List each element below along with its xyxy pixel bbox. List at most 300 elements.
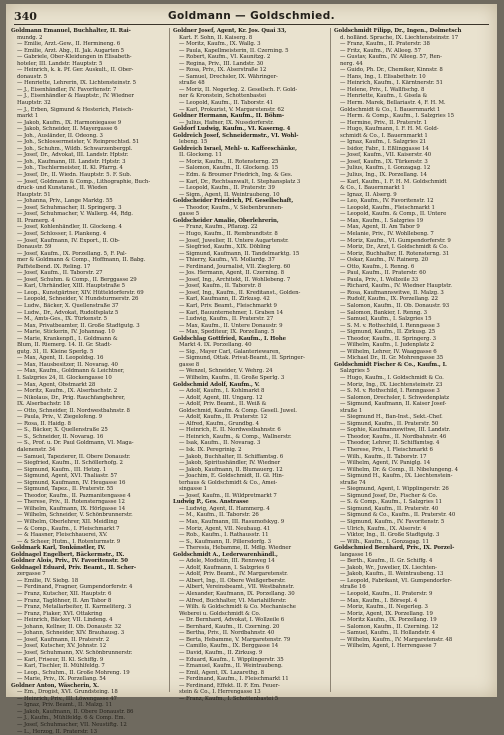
directory-entry: donaustr. 5 [17,73,48,80]
directory-entry: — Josef, Schuhm. & Comp., II. Berggasse 29 [17,276,137,283]
directory-entry: — Siegmund, Agent, I. Wipplingerstr. 26 [340,486,449,493]
directory-entry: — L., Herzog, II. Praterstr. 13 [17,728,97,735]
directory-entry: — David, Kaufm., II. Zirkusg. 9 [179,649,263,656]
directory-entry: — Herm. Marek, Bellariastr. 4, F. H. M. [340,100,446,107]
directory-entry: — Rosa, Kaufmannswitwe, II. Malzg. 3 [340,289,444,296]
directory-entry: — Ludw., Bäcker, X. Quellenstraße 37 [17,302,119,309]
directory-entry: — Alfred, Kaufm., Grundbg. 4 [179,420,259,427]
directory-entry-head: Goldner Josef, Agent, Kr. Jos. Quai 33, [173,28,287,34]
directory-entry: II. Pramerg. 4 [17,217,55,224]
directory-entry: — Adolf, Kaufm., II. Praterstr. 12 [179,414,268,421]
directory-entry: — Ludwig, Kaufm., II. Praterstr. 27 [179,316,274,323]
directory-entry: — Josef, Goldmann & Comp., Lithographie, Buch- [17,178,151,185]
directory-entry: — Johanna, Priv., Lange Marktg. 55 [17,198,113,205]
directory-entry: — Samuel, Kaufm., II. Hollandstr. 4 [340,630,436,637]
directory-entry: nerg. 44 [340,60,363,67]
directory-entry: gutg. 31, II. Kleine Sperlg. 5 [17,348,94,355]
directory-entry: — Jakob, Wr., Juwelier, IX. Liechten- [340,564,437,571]
directory-entry: — Leopold, Kaufm. & Comp., II. Untere [340,211,447,218]
directory-entry: — Sigmund, Kaufmann, II. Kaiser Josef- [340,401,447,408]
directory-entry: — Josef, Dr., Advokat, III. Landstr. Hptstr. [17,152,129,159]
directory-entry: — Otto, Kaufm., I. Renng. 6 [340,263,415,270]
directory-entry: — Josef, Schuhmann, XV. Schönbrunnerstr. [17,649,133,656]
directory-entry: — Josef, Kaufmann, IV. Export., II. Ob- [17,237,120,244]
directory-column-3 [334,28,492,692]
directory-entry: — Therese, Priv., II. Rotensterngasse 12 [17,499,125,506]
directory-entry: IX. Alserbachstr. 18 [17,401,70,408]
directory-entry: — Ferdinand, Kaufm., I. Fleischmarkt 11 [179,676,289,683]
directory-entry: — Sigmund, Tapez., II. Praterstr. 55 [17,486,114,493]
directory-entry: — Franz, Fiaker, XVI. Ottakring [17,610,103,617]
directory-entry: gasse 8 [179,361,200,368]
directory-page [6,4,497,735]
directory-entry: — Moriz, Kaufm., II. Rotensterng. 25 [179,158,279,165]
directory-entry: — Sigmund, Kaufm., II. Praterstr. 50 [340,420,439,427]
directory-entry: — S. & Comp., Kaufm., I. Salzgries 11 [340,499,443,506]
directory-entry: — Salomon, Kaufm., II. Ob. Donaustr. 93 [340,302,450,309]
directory-entry: — Em., Drogist, XVI. Grundsteing. 18 [17,689,118,696]
directory-entry: & Co., I. Bauernmarkt 1 [340,185,405,192]
directory-entry: — Josef, Kaufm., II. Wildpretmarkt 7 [179,492,277,499]
directory-entry: — Josef, Dr., II. Wiedn. Hauptstr. 5. F. Sub. [17,172,132,179]
directory-entry: — Max, Kaufmann, III. Rasumofskyg. 9 [179,519,285,526]
directory-entry: — Wilhelm, Kaufm., I. Judenplatz 2 [340,342,435,349]
directory-entry: — Adele, Modistin, III. Rennweg 14 [179,558,275,565]
directory-entry: — Josef, Kaufm., II. Taborstr. 27 [17,270,103,277]
directory-entry: — Melanie, Priv., IV. Wohllebeng. 7 [340,230,434,237]
directory-entry: — Theodor, Lehrer, II. Schiffamtsg. 4 [340,440,440,447]
directory-entry-head: Goldnagel Eduard, Priv. Beamt., II. Scher- [11,564,137,571]
directory-entry: terhaus & Goldschmidt & Co., Amei- [179,479,278,486]
directory-entry: — Otto, Schneider, II. Nordwestbahnstr. 8 [17,407,130,414]
directory-entry-head: Goldmark Karl, Tonkünstler, IV. [11,545,106,552]
directory-entry-head: Goldschmid Adolf, Kaufm., V. [173,381,260,388]
directory-entry: — Leopold, Kaufm., II. Praterstr. 39 [179,185,275,192]
directory-entry: — Josef, Ing., Architekt, II. Wohllebeng. 7 [179,276,291,283]
directory-entry: — Ulrich, Kaufm., IX. Alserstr. 4 [340,525,427,532]
directory-entry-head: Goldnagel Engelbert, Bäckermstr., IX. [11,551,125,558]
directory-entry: — Wilhelm, Kaufm., II. Große Sperlg. 3 [179,374,285,381]
directory-entry: straße 16 [340,584,366,591]
directory-entry: — Moriz, II. Negerleg. 2. Gesellsch. F. Gold- [179,86,298,93]
directory-entry: langasse 16 [340,551,372,558]
directory-entry: — Josef, Kaufm., VII. Kaiserstr. 40 [340,152,432,159]
directory-entry: — Theodor, Kaufm., II. Springerg. 3 [340,335,437,342]
directory-entry: — Sigmund Josef, Dr., Fischer & Co. [340,492,438,499]
directory-entry: — Karl, Bauunternehmer, I. Graben 14 [179,309,283,316]
directory-entry-head: Ludwig P., Ges. Anstrasse [173,499,249,506]
directory-entry: — Bernhard, Kaufm., II. Czerning. 20 [179,623,280,630]
directory-entry: — Rob., Kaufm., I. Rathausstr. 11 [179,532,269,539]
directory-entry-head: Goldreich Israel, Mehl- u. Kaffeeschänke, [173,145,297,152]
directory-entry: — M., Amts-Ges., IX. Türkenstr. 5 [17,316,108,323]
directory-entry: — Oskar, Kaufm., IV. Rainerg. 20 [340,257,429,264]
directory-entry: — Josef, Kutscher, XV. Johnstr. 12 [17,643,107,650]
directory-entry: — Sigmund, Kaufm., II. Zirkusg. 25 [340,329,436,336]
directory-entry: — Wilhelm, Dr. & Comp., II. Nibelungeng. 4 [340,466,458,473]
directory-entry: — Jakob, Kaufm., IX. Harmoniegasse 9 [17,119,122,126]
directory-entry: — Sigmund, Agent, XVI. Thaliastr. 57 [17,473,118,480]
directory-entry: — Adolf, Agent, III. Ungarg. 12 [179,394,263,401]
directory-entry: dalenenstr. 34 [17,447,56,453]
directory-entry: — & Comp., Kaufm., I. Fleischmarkt 7 [17,525,120,532]
directory-entry: Hauptstr. 32 [17,100,51,107]
directory-entry: Hauptstr. 51 [17,191,51,198]
directory-entry: — Max, Agent, II. Am Tabor 9 [340,224,420,231]
directory-entry: — Albert, Vereinsbeamt., VII. Westbahnstr. [179,584,295,591]
directory-entry: — Karl, Kaufmann, II. Zirkusg. 42 [179,296,270,303]
directory-entry: — Moritz, Kaufm., IX. Alserbachstr. 2 [17,388,118,395]
directory-entry-head: Goldschmied Bernhard, Priv., IX. Porzel- [334,545,455,552]
directory-entry: Goldschmid, Kaufm. & Comp. Gesell. Juwel. [179,407,297,414]
directory-entry: — J., Erben, Sigmund & Hesterich, Fleisch- [17,106,134,113]
directory-entry: lebeng. 15 [179,139,208,146]
directory-entry: — Ludw., Dr., Advokat, Rudolfsplatz 5 [17,309,119,316]
directory-entry: schmidt & Co., I. Bauernmarkt 1 [340,132,428,139]
directory-entry: — Josef, Schuhmacher, V. Wallerg. 44, Rdg. [17,211,133,218]
directory-entry: — Sigmund, Kaufm., III. Hetzg. 1 [17,466,107,473]
directory-entry: — Hans, Ing., I. Elisabethstr. 10 [340,73,426,80]
directory-entry: — Hugo, Kaufm., II. Rembrandtstr. 8 [179,230,278,237]
directory-entry: straße 1 [340,407,363,414]
directory-entry: — Josef, Kaufmann, II. Praterstr. 2 [17,636,110,643]
directory-entry: — Emilie, Arzt. Abg., II. Jak. Augarten 5 [17,47,125,54]
directory-entry: — Samuel, Drechsler, IX. Währinger- [179,73,278,80]
directory-entry: — Emanuel, Kaufm., II. Weintraubeng. [179,663,283,670]
directory-entry: singasse 1 [179,486,207,493]
directory-entry: — Joh., Tischlermeister, II. Kl. Pfarrg. 4 [17,165,123,172]
directory-entry: Salzgries 5 [340,368,370,375]
directory-entry: — Wilhelm, Agent, I. Herrengasse 7 [340,643,437,650]
directory-entry: — S. M. v. Rothschild, I. Renngasse 3 [340,388,440,395]
directory-entry: — Franz, Metallarbeiter, II. Karmeliterg. 3 [17,604,132,611]
directory-entry: — Theodor, Kaufm., II. Nordbahnstr. 46 [340,433,447,440]
directory-entry: druck- und Kunstanst., II. Wieden [17,185,108,192]
directory-entry: — Max, Kaufm., I. Börsepl. 4 [340,597,418,604]
directory-entry: — Rosa, II. Haidg. 8 [17,420,71,427]
directory-entry: — Siegfried, Kaufm., II. Schöllerhofg. 2 [17,460,123,467]
directory-entry: — Hugo, Kaufmann, I. F. H. M. Gold- [340,126,439,133]
directory-entry: — Ignaz, Kaufm., I. Salzgries 21 [340,139,427,146]
directory-entry: Kart. F. Sohn, II. Kaiserg. 8 [179,34,253,41]
directory-entry: — S., Bäcker, X. Quellenstraße 25 [17,427,108,434]
directory-entry: II. Glockeng. 11 [179,152,222,159]
directory-entry: — Moritz Kaufm., IX. Porzellang. 19 [340,617,437,624]
directory-entry: — Ignaz, II. Alserg. 9 [340,191,397,198]
directory-entry: Goldschmidt & Co., I. Bauernmarkt 1 [340,106,441,113]
directory-entry: — Heinrich, Priv., III. Löwengasse 47 [17,695,117,702]
directory-entry: — Wilh., Kaufm., I. Gonzagag. 11 [340,538,430,545]
directory-entry: — Heinrich, k. k. Pf. Ger. Auskult., II. Ober- [17,67,134,74]
directory-entry: — Samuel, Tapezierer, II. Obere Donaustr. [17,453,131,460]
directory-entry: — Karl, Kaufm., I. F. H. M. Goldschmidt [340,178,447,185]
directory-entry: — Nikolaus, Dr., Prig. Rauchfanghehrer, [17,394,126,401]
directory-entry: — Moriz, Kaufm., VI. Gumpendorferstr. 9 [340,237,451,244]
directory-entry: — Sophie, Kaufmannswitwe, III. Landstr. [340,427,450,434]
directory-entry: — Isk. IX. Peregrinig. 2 [179,447,242,453]
directory-entry: — Alexander, Kaufmann, IX. Porzellang. 30 [179,591,295,598]
directory-entry: — Jakob, Kaufm., II. Weintraubeng. 13 [340,571,444,578]
directory-entry: — Heinrich, E. II. Nordwestbahnstr. 6 [179,427,281,434]
directory-entry: — Emil, Agent, IX. Lazarethg. 8 [179,669,265,676]
directory-entry: — Leopold, Schneider, V. Hundsturmerstr. 26 [17,296,139,303]
directory-entry-head: Goldreich Josef, Schneidermstr., VI. Wohl- [173,132,299,139]
directory-entry: — Hermine, Priv., II. Praterstr. 1 [340,119,428,126]
directory-entry-head: Goldschlag Gottfried, Kaufm., I. Hohe [173,335,286,342]
directory-entry: — Jakob, Kaufmann, II. Blumauerg. 12 [179,466,283,473]
directory-columns [11,28,492,735]
directory-column-1 [11,28,166,735]
directory-entry: — Berth., Kaufm., II. Gr. Schiffg. 4 [340,558,433,565]
directory-entry: — Moriz, Kaufm., II. Negerleg. 3 [340,604,428,611]
directory-entry: Weberei u. Goldschmidt & Co. [179,610,261,617]
directory-entry: I. Salzgries 24, II. Glockengasse 10 [17,374,112,381]
directory-entry: — Moriz, Agent, VII. Neubaug. 41 [179,525,271,532]
directory-entry-head: Goldschmidt A., Lederwarenhändl., [173,551,278,558]
directory-entry: — J., Kaufm., Mühlfeldg. 6 & Comp. Em. [17,715,126,722]
directory-entry: — Gustav, Kaufm., IV. Alleeg. 57, Ren- [340,54,442,61]
directory-entry: — Jos. Hermann, Agent, II. Czerning. 8 [179,270,284,277]
directory-entry: — Henriette, Lehrerin, IX. Lichtensteinstr. 5 [17,80,136,87]
directory-entry: — Dr. Bernhard, Advokat, I. Wollzeile 6 [179,617,285,624]
directory-entry-head: Goldscheider Friedrich, Pf. Gesellschaft, [173,198,294,205]
directory-entry: — Heinrich, Kaufm., I. Kärntnerstr. 51 [340,80,443,87]
directory-entry: — Josef, Kaufm., IX. Porzellang. 5, F. Pal- [17,250,127,257]
directory-entry: — Leopold, Kaufm., II. Taborstr. 41 [179,100,274,107]
directory-entry: — Heinrich, Kaufm., & Comp., Wallnerstr. [179,433,292,440]
directory-entry: — S., Prof. u. Dr. Paul Goldmann, VI. Maga- [17,440,134,447]
directory-entry: — Moriz, Agent, IX. Porzellang. 19 [340,610,433,617]
directory-entry: — Salomon, Kaufm., II. Glockeng. 15 [179,165,279,172]
running-head [14,10,489,25]
directory-entry: — Jakob, Kaufmann, II. Obere Donaustr. 86 [17,708,134,715]
directory-entry: Paffstelbend. IX. Reling. 17 [17,263,91,270]
directory-entry: gasse 5 [179,211,200,218]
directory-entry: — Herm. & Comp., Kaufm., I. Salzgries 15 [340,113,454,120]
directory-entry: — Wilhelm, Oberlehrer, XII. Meidling [17,519,118,526]
directory-entry: — Thierry, Kaufm., VI. Mollardg. 37 [179,257,275,264]
directory-entry: — Alfred, Buchhalter, VI. Mariahilferstr. [179,597,287,604]
directory-entry: — Leopold, Kaufm., Fleischmarkt 1 [340,204,435,211]
directory-entry: — Siegfried, Kaufm., XIX. Döbling [179,244,271,251]
directory-entry: — Ferdinand, Journalist, VII. Zieglerg. 60 [179,263,291,270]
directory-entry: — Karl, Tischler, II. Mühlfeldg. 7 [17,663,105,670]
directory-entry: — J., Eisenhändler & Hauptstr., IV. Wiedner [17,93,134,100]
directory-entry: — Fritz, Kaufm., IV. Alleeg. 57 [340,47,421,54]
directory-entry: straße 48 [179,80,205,87]
directory-entry: — Ferdinand, Fragner, Gumpendorferstr. 4 [17,584,133,591]
directory-entry: — Gabriele, Ober-Kleidungen in Elisabeth- [17,54,132,61]
directory-entry: — Adolf, Kaufm., I. Kohlmarkt 8 [179,388,265,395]
directory-entry: — Josef, Ing., Kaufm., II. Kreditanst., Golden- [179,289,301,296]
directory-entry: — Wilh. & Goldschmidt & Co. Mechanische [179,604,296,611]
directory-entry: — Julius, Kaufm., I. Gonzagag. 12 [340,165,431,172]
directory-entry: — Heinrich, Bäcker, VII. Lindeng. 4 [17,617,113,624]
directory-entry: — Sigmund H., Kaufm., IX. Liechtenstein- [340,473,453,480]
directory-entry: — Theresia, Hebamme, II. Mdlg. Wiedner [179,545,292,552]
directory-entry: — Marie, Stickerin, IV. Johannag. 10 [17,329,115,336]
directory-entry: — Franz, Kaufm., I. Schottenbastei 5 [179,695,279,702]
directory-entry: — Wenzel, Schneider, V. Wehrg. 24 [179,368,273,375]
directory-entry: — Rudolf, Kaufm., IX. Porzellang. 22 [340,296,438,303]
directory-entry: — Josef, Juwelier, II. Untere Augartenstr. [179,237,289,244]
directory-entry: — Karl, Uhrhändler, XIII. Hauptstraße 5 [17,283,125,290]
directory-entry: — Robert, Kaufm., VI. Kaunitzg. 2 [179,54,271,61]
directory-entry: — Guido, Ph. Dr., Chemiker, Kinnstr. 8 [340,67,443,74]
directory-entry: — Adolf, Priv. Beamt., IV. Margaretenstr. [179,571,288,578]
directory-entry: — Rosa, Priv., IX. Alserstraße 12 [179,67,267,74]
directory-entry: — Joh., Ausländer, II. Odeong. 3 [17,132,103,139]
directory-entry: d. holländ. Sprache, IX. Liechtensteinstr. 17 [340,34,459,41]
directory-entry: — J., Eisenhändler, IV. Favoritenstr. 7 [17,86,117,93]
directory-entry: — Leop., Kunstgärtner, XIV. Hütteldorferstr. 69 [17,289,144,296]
directory-entry: — Marie, Krankenpfl., I. Goldmann & [17,335,118,342]
directory-entry: — Joh., Schuhm., Wildb. Schwarzenbergpl. [17,145,133,152]
directory-entry: — Emilie, IV. Siebg. 18 [17,577,79,584]
directory-entry: — Julius, Hafner, IX. Nussdorferstr. [179,119,274,126]
column-rule [169,28,170,692]
directory-entry: — Theodor, Kaufm., V. Siebenbrunnen- [179,204,283,211]
directory-entry: — Josef, Kaufm., IX. Türkenstr. 3 [340,158,428,165]
directory-entry: zergasse 7 [17,571,46,578]
directory-entry-head: Goldner Anton, Wäscherin, X. [11,682,99,689]
directory-entry: — Sigmund, Ottak. Privat-Beamt., II. Springer- [179,355,305,362]
directory-entry: — Berta, Hebamme, V. Margaretenstr. 79 [179,636,291,643]
directory-entry: — Max, Hausbesitzer, II. Novarag. 40 [17,361,118,368]
directory-entry: — Josef, Schuhmacher, VII. Neustiftg. 12 [17,721,127,728]
directory-entry: — Marie, Priv., IX. Porzellang. 54 [17,676,107,683]
directory-entry: — Siegmund H., Ban-Inst., Sekt.-Chef. [340,414,443,421]
directory-entry: — Julius, Ing., IX. Porzellang. 14 [340,172,427,179]
directory-entry: — Max, Kaufm., II. Untere Donaustr. 9 [179,322,283,329]
directory-entry: stein & Co., I. Herrengasse 13 [179,689,261,696]
directory-entry: — & Scheer, Hutm., I. Rotenturmstr. 9 [17,538,121,545]
directory-entry: — Ferdinand, Effekt. II. F. Em. Feuer- [179,682,280,689]
directory-entry: — Hugo, Kaufm., I. Goldschmidt & Co. [340,374,444,381]
directory-entry-head: Goldschmidt Fischer & Co., Kaufm., I. [334,361,447,368]
directory-entry-head: Goldmann Emanuel, Buchhalter, II. Rai- [11,28,131,34]
directory-entry: — Moritz, Kaufm., IX. Wallg. 3 [179,41,261,48]
directory-entry: — Leop., Schuhm., II. Große Mohreng. 19 [17,669,130,676]
directory-entry: — Wilhelm, Schneider, V. Schönbrunnerstr. [17,512,133,519]
directory-entry: — Edm. & Broumer Friedrich, Ing. & Ges. [179,172,293,179]
directory-entry: — Franz, Kutscher, XII. Hauptstr. 6 [17,591,112,598]
directory-entry: — Salomon, Drechsler, I. Schwedenplatz [340,394,450,401]
directory-entry: — Josef, Kohlenhändler, II. Glockeng. 4 [17,224,122,231]
directory-entry: — Sigmund & Co., Kaufm., II. Praterstr. 40 [340,512,456,519]
directory-entry: — Eduard, Kaufm., I. Wipplingerstr. 35 [179,656,284,663]
directory-entry: — Max, Kaufm., Goldmann & Leichtner, [17,368,125,375]
directory-entry: — Jakob, Spiritushändler, IV. Wiedner [179,460,281,467]
directory-entry: — Paula, Priv., I. Wollzeile 33 [340,276,419,283]
directory-entry: — S., Schneider, II. Novarag. 16 [17,433,104,440]
directory-entry: — Henriette, Kaufm., I. Gisela & [340,93,428,100]
directory-entry: — Albert, Ing., II. Obere Weißgerberstr. [179,577,286,584]
directory-entry: Markt 4. IX. Porzellang. 40 [179,342,252,349]
directory-entry: — Moriz, Dr., Arzt, I. Goldschmidt & Co. [340,244,448,251]
directory-entry: — Josef, Kaufm., II. Taborstr. 8 [179,283,262,290]
directory-entry-head: Goldner Hermann, Kaufm., II. Böhm- [173,113,285,120]
directory-entry: — Josef, Schuhmacher, II. Springerg. 3 [17,204,122,211]
directory-entry: — Viktor, Ing., II. Große Stadtgutg. 3 [340,532,440,539]
directory-entry: — Samuel, Kaufm., I. Salzgries 15 [340,316,432,323]
directory-entry: hoteler, III. Landstr. Hauptstr. 5 [17,60,103,67]
directory-entry: — Paula, Priv., V. Ziegelofeng. 9 [17,414,102,421]
column-rule [330,28,331,692]
directory-entry: Blum, II. Riemerg. 14. II. Gr. Stadt- [17,342,112,349]
directory-entry: markt 1 [17,113,39,120]
directory-entry: — Paula, Kapellmeisterin, II. Czerning. 5 [179,47,289,54]
directory-entry: — Isak, Kaufm., II. Novarag. 3 [179,440,261,447]
directory-entry: — Max, Agent, II. Leopoldsg. 16 [17,355,104,362]
directory-entry: — Jakob, Buchhalter, II. Schiffamtsg. 6 [179,453,284,460]
directory-entry: — Salomon, Bankier, I. Renng. 3 [340,309,427,316]
directory-entry: — Jakob, Schneider, II. Mayergasse 6 [17,126,118,133]
directory-entry: — Joachim, E. Goldschmidt, II. Gl. Hin- [179,473,284,480]
directory-entry: Donaustr. 59 [17,244,52,251]
directory-entry: — Wilh., Kaufm., II. Taborstr. 17 [340,453,427,460]
directory-entry: — Sigmund, Kaufm., IV. Favoritenstr. 5 [340,519,445,526]
directory-entry: mer & Goldmann & Comp., Hoffmann, II. Babg. [17,257,146,264]
directory-entry: — Sigmund, Kaufm., II. Praterstr. 40 [340,505,439,512]
directory-entry: — Karl, Prokurist, V. Margaretenstr. 62 [179,106,285,113]
directory-entry: — Ludwig, Agent, II. Hammerg. 4 [179,505,270,512]
directory-entry: — Wilhelm, Agent, IV. Paniglg. 14 [340,460,431,467]
directory-entry: — Max, Agent, Obstmarkt 28 [17,381,96,388]
directory-entry-head: Goldscheider Amalie, Oberlehrerin, [173,217,279,224]
directory-entry: — Karl, Dr., Rechtsanwalt, I. Stephansplatz 3 [179,178,301,185]
directory-entry: — Paul, Kaufm., II. Praterstr. 60 [340,270,426,277]
directory-entry: — Bertha, Priv., II. Nordbahnstr. 40 [179,630,275,637]
directory-entry-head: Goldorf Ludwig, Kaufm., VI. Kaserng. 4 [173,126,291,133]
directory-entry: — & Haasner, Fleischhauerei, XV. [17,532,108,539]
directory-entry: — Sigm., Agent, II. Weintraubeng. 10 [179,191,280,198]
directory-entry-head: Goldner Alois, Priv., IV. Favoritenstr. 50 [11,558,128,565]
directory-column-2 [173,28,327,702]
directory-entry: — S., Kaufmann, II. Pillersdorfg. 3 [179,538,271,545]
directory-entry: — Franz, Kaufm., II. Praterstr. 38 [340,41,430,48]
directory-entry: — Wilhelm, Kaufm., IV. Margaretenstr. 48 [340,636,453,643]
directory-entry: — Sigmund, Kaufmann, IV. Heugasse 16 [17,479,126,486]
directory-entry: — Joh., Schlossermeister, V. Reinprechtsd. 51 [17,139,140,146]
directory-entry: — Wilhelm, Lehrer, IV. Waaggasse 6 [340,348,437,355]
directory-entry: — Sig., Mayer Carl, Galanteriewaren, [179,348,281,355]
directory-entry: — Leo, Kaufm., IV. Favoritenstr. 12 [340,198,434,205]
directory-entry: mundg. 2 [17,34,43,41]
directory-entry: — Moriz, Ing., IX. Liechtensteinstr. 23 [340,381,443,388]
directory-entry: — Therese, Priv., I. Fleischmarkt 6 [340,447,433,453]
directory-entry: — Max, Kaufm., I. Salzgries 19 [340,217,424,224]
directory-entry: — Adolf, Priv. Beamt., II. Weiß & [179,401,267,408]
running-head-title: Goldmann — Goldschmied. [168,10,335,22]
directory-entry: — Franz, Kaufm., Pflanzg. 22 [179,224,258,231]
page-number: 340 [14,10,37,23]
directory-entry: — Richard, Kaufm., IV. Wiedner Hauptstr. [340,283,452,290]
directory-entry: — Camillo, Kaufm., IX. Berggasse 14 [179,643,279,650]
directory-entry: — Karl, Friseur, II. Kl. Schiffg. 9 [17,656,104,663]
directory-entry: — Joh., Kaufmann, III. Landstr. Hptstr. 3 [17,158,126,165]
directory-entry: — Ignaz, Priv. Beamt., II. Malzg. 11 [17,702,113,709]
directory-entry: — S. M. v. Rothschild, I. Renngasse 3 [340,322,440,329]
directory-entry: — Johann, Kellner, II. Ob. Donaustr. 32 [17,623,122,630]
directory-entry: — Leopold, Fabrikant, VI. Gumpendorfer- [340,577,452,584]
directory-entry: — Max, Spediteur, IX. Porzellang. 5 [179,329,275,336]
directory-entry: — Franz, Taglöhner, II. Am Tabor 8 [17,597,112,604]
directory-entry: — Adolf, Kaufmann, I. Salzgries 6 [179,564,270,571]
directory-entry: — Salomon, Kaufm., II. Czerning. 12 [340,623,439,630]
directory-entry: — Max, Privatbeamter, II. Große Stadtgutg. 3 [17,322,140,329]
directory-entry: — Moriz, Buchhalter, II. Rotensterng. 31 [340,250,450,257]
